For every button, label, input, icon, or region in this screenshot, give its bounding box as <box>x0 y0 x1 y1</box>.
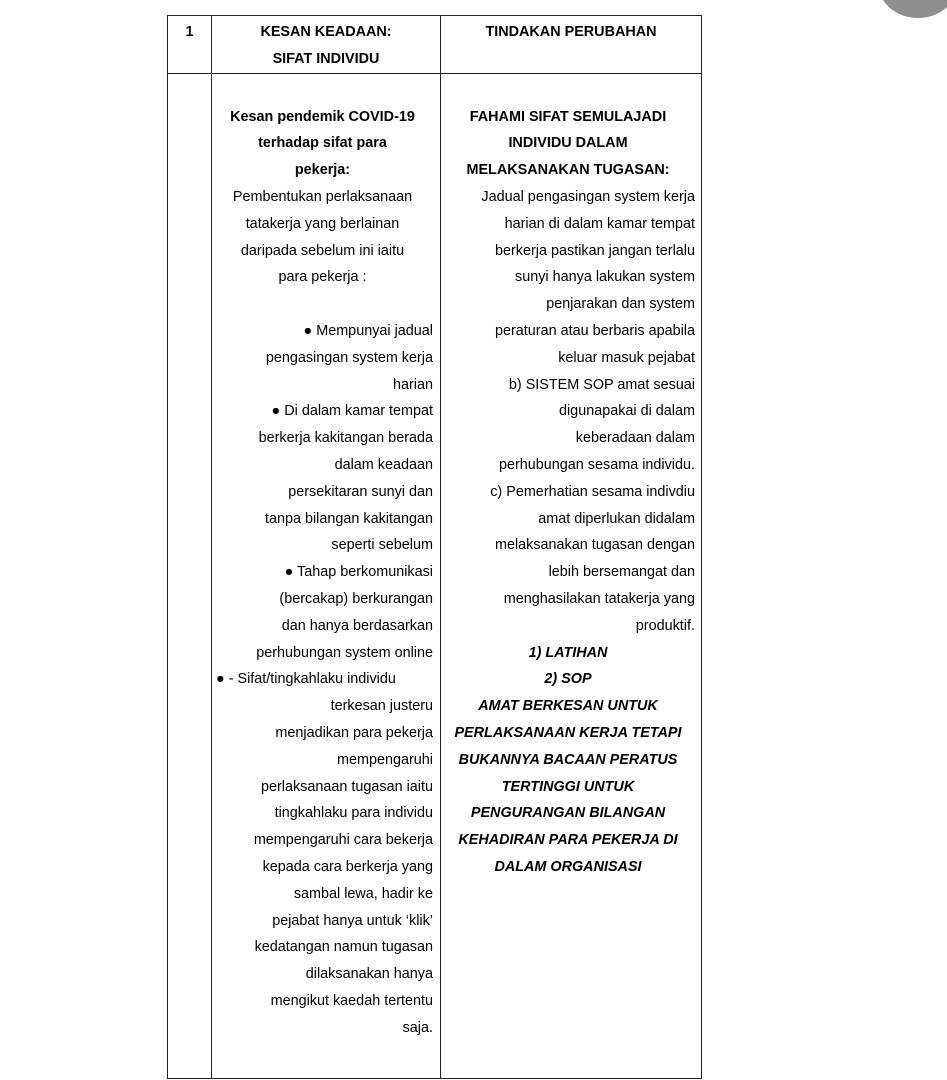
text-line: keluar masuk pejabat <box>558 349 695 366</box>
corner-shadow <box>878 0 947 18</box>
text-line: melaksanakan tugasan dengan <box>494 537 695 554</box>
blank-line <box>212 291 433 318</box>
text-line: terkesan justeru <box>330 698 433 715</box>
text-line: ● - Sifat/tingkahlaku individu <box>216 671 396 688</box>
text-line: perhubungan sesama individu. <box>498 456 695 473</box>
text-line: BUKANNYA BACAAN PERATUS <box>458 751 678 768</box>
col3-header: TINDAKAN PERUBAHAN <box>441 16 702 74</box>
text-line: tanpa bilangan kakitangan <box>264 510 433 527</box>
text-line: harian <box>392 376 433 393</box>
text-line: sunyi hanya lakukan system <box>515 269 695 286</box>
text-line: b) SISTEM SOP amat sesuai <box>508 376 695 393</box>
text-line: peraturan atau berbaris apabila <box>494 322 695 339</box>
text-line: daripada sebelum ini iaitu <box>240 242 405 259</box>
text-line: kedatangan namun tugasan <box>254 939 433 956</box>
text-line: INDIVIDU DALAM <box>508 135 628 152</box>
empty-number-cell <box>168 73 212 1078</box>
text-line: dan hanya berdasarkan <box>281 617 433 634</box>
text-line: harian di dalam kamar tempat <box>504 215 695 232</box>
text-line: menghasilakan tatakerja yang <box>503 590 695 607</box>
text-line: amat diperlukan didalam <box>538 510 695 527</box>
text-line: AMAT BERKESAN UNTUK <box>478 698 658 715</box>
effects-cell <box>212 73 441 1078</box>
col2-header-line: KESAN KEADAAN: <box>260 24 392 40</box>
text-line: terhadap sifat para <box>258 135 387 152</box>
text-line: saja. <box>402 1019 433 1036</box>
text-line: MELAKSANAKAN TUGASAN: <box>466 162 670 179</box>
text-line: lebih bersemangat dan <box>548 564 695 581</box>
text-line: PERLAKSANAAN KERJA TETAPI <box>454 724 682 741</box>
text-line: Kesan pendemik COVID-19 <box>230 108 415 125</box>
text-line: 2) SOP <box>544 671 592 688</box>
col2-header <box>212 16 441 74</box>
text-line: tatakerja yang berlainan <box>245 215 400 232</box>
text-line: kepada cara berkerja yang <box>262 858 433 875</box>
actions-cell <box>441 73 702 1078</box>
text-line: TERTINGGI UNTUK <box>501 778 635 795</box>
document-table <box>167 15 702 1079</box>
text-line: ● Mempunyai jadual <box>303 322 433 339</box>
text-line: seperti sebelum <box>331 537 433 554</box>
col2-header-line: SIFAT INDIVIDU <box>272 50 380 67</box>
text-line: dalam keadaan <box>334 456 433 473</box>
text-line: 1) LATIHAN <box>528 644 608 661</box>
text-line: ● Di dalam kamar tempat <box>271 403 433 420</box>
text-line: FAHAMI SIFAT SEMULAJADI <box>469 108 667 125</box>
text-line: PENGURANGAN BILANGAN <box>470 805 666 822</box>
text-line: sambal lewa, hadir ke <box>293 885 433 902</box>
text-line: pekerja: <box>294 162 351 179</box>
header-row <box>168 16 702 74</box>
text-line: (bercakap) berkurangan <box>279 590 433 607</box>
text-line: menjadikan para pekerja <box>275 724 433 741</box>
text-line: produktif. <box>635 617 695 634</box>
text-line: para pekerja : <box>278 269 367 286</box>
text-line: mengikut kaedah tertentu <box>270 992 433 1009</box>
text-line: mempengaruhi <box>337 751 433 768</box>
row-number: 1 <box>168 16 212 74</box>
text-line: berkerja pastikan jangan terlalu <box>495 242 695 259</box>
text-line: perlaksanaan tugasan iaitu <box>260 778 433 795</box>
content-row <box>168 73 702 1078</box>
text-line: Jadual pengasingan system kerja <box>481 188 695 205</box>
actions-text <box>441 74 701 881</box>
text-line: perhubungan system online <box>256 644 433 661</box>
text-line: mempengaruhi cara bekerja <box>253 832 433 849</box>
text-line: KEHADIRAN PARA PEKERJA DI <box>458 832 678 849</box>
text-line: ● Tahap berkomunikasi <box>284 564 433 581</box>
text-line: digunapakai di dalam <box>558 403 695 420</box>
text-line: berkerja kakitangan berada <box>258 430 433 447</box>
text-line: dilaksanakan hanya <box>305 966 433 983</box>
effects-text <box>212 74 440 1042</box>
text-line: keberadaan dalam <box>575 430 695 447</box>
text-line: pejabat hanya untuk ‘klik’ <box>272 912 433 929</box>
text-line: tingkahlaku para individu <box>274 805 433 822</box>
text-line: persekitaran sunyi dan <box>288 483 433 500</box>
text-line: c) Pemerhatian sesama indivdiu <box>490 483 695 500</box>
text-line: Pembentukan perlaksanaan <box>232 188 413 205</box>
text-line: penjarakan dan system <box>546 296 695 313</box>
text-line: pengasingan system kerja <box>265 349 433 366</box>
text-line: DALAM ORGANISASI <box>494 858 642 875</box>
